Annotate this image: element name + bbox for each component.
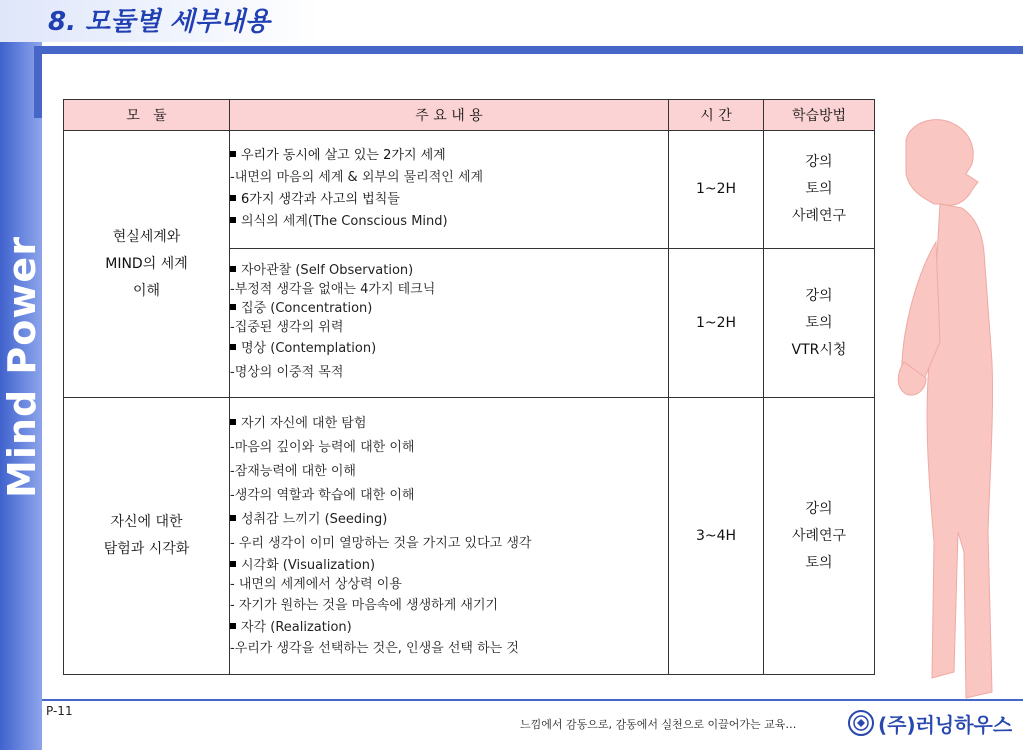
module-cell-2: 자신에 대한 탐험과 시각화 (64, 398, 230, 675)
list-item: 우리가 동시에 살고 있는 2가지 세계 (230, 146, 668, 166)
list-item: - 자기가 원하는 것을 마음속에 생생하게 새기기 (230, 597, 499, 613)
top-rule (34, 46, 1023, 54)
company-name: (주)러닝하우스 (878, 713, 1013, 737)
header-content: 주 요 내 용 (230, 100, 669, 131)
list-item: 자아관찰 (Self Observation) (230, 261, 668, 280)
table-row (64, 398, 875, 675)
method-cell-3: 강의 사례연구 토의 (764, 398, 875, 675)
list-item: 6가지 생각과 사고의 법칙들 (230, 190, 668, 210)
list-item: -부정적 생각을 없애는 4가지 테크닉 (230, 282, 436, 297)
method-cell-2: 강의 토의 VTR시청 (764, 249, 875, 398)
list-item: 자기 자신에 대한 탐험 (230, 412, 668, 436)
bullet-icon (230, 561, 236, 567)
table-header-row (64, 100, 875, 131)
content-cell-1 (230, 131, 669, 249)
method-cell-1: 강의 토의 사례연구 (764, 131, 875, 249)
bullet-icon (230, 515, 236, 521)
list-item: 시각화 (Visualization) (230, 556, 668, 575)
list-item: -명상의 이중적 목적 (230, 365, 344, 380)
module-detail-table (63, 99, 875, 675)
header-method: 학습방법 (764, 100, 875, 131)
list-item: - 우리 생각이 이미 열망하는 것을 가지고 있다고 생각 (230, 535, 532, 551)
list-item: - 내면의 세계에서 상상력 이용 (230, 576, 402, 592)
list-item: -우리가 생각을 선택하는 것은, 인생을 선택 하는 것 (230, 640, 519, 656)
table-row (64, 131, 875, 249)
content-cell-3 (230, 398, 669, 675)
bullet-icon (230, 623, 236, 629)
footer-slogan: 느낌에서 감동으로, 감동에서 실천으로 이끌어가는 교육… (520, 718, 797, 731)
sidebar-vertical-title: Mind Power (0, 236, 44, 498)
list-item: 집중 (Concentration) (230, 299, 668, 318)
bottom-rule (42, 699, 1023, 701)
header-time: 시 간 (669, 100, 764, 131)
list-item: 자각 (Realization) (230, 618, 668, 637)
bullet-icon (230, 266, 236, 272)
company-logo-icon (848, 710, 874, 736)
time-cell-3: 3~4H (669, 398, 764, 675)
top-rule-corner (34, 46, 42, 118)
list-item: 성취감 느끼기 (Seeding) (230, 508, 668, 532)
list-item: -집중된 생각의 위력 (230, 320, 344, 335)
list-item: 명상 (Contemplation) (230, 337, 668, 361)
module-cell-1: 현실세계와 MIND의 세계 이해 (64, 131, 230, 398)
bullet-icon (230, 419, 236, 425)
list-item: -생각의 역할과 학습에 대한 이해 (230, 487, 415, 503)
list-item: -내면의 마음의 세계 & 외부의 물리적인 세계 (230, 169, 484, 185)
page-title: 8. 모듈별 세부내용 (48, 7, 270, 37)
thinking-person-figure (896, 112, 1023, 700)
time-cell-2: 1~2H (669, 249, 764, 398)
bullet-icon (230, 344, 236, 350)
list-item: 의식의 세계(The Conscious Mind) (230, 210, 668, 234)
list-item: -잠재능력에 대한 이해 (230, 463, 356, 479)
page-number: P-11 (46, 704, 73, 718)
bullet-icon (230, 217, 236, 223)
bullet-icon (230, 151, 236, 157)
list-item: -마음의 깊이와 능력에 대한 이해 (230, 439, 415, 455)
time-cell-1: 1~2H (669, 131, 764, 249)
header-module: 모 듈 (64, 100, 230, 131)
content-cell-2 (230, 249, 669, 398)
bullet-icon (230, 304, 236, 310)
bullet-icon (230, 195, 236, 201)
